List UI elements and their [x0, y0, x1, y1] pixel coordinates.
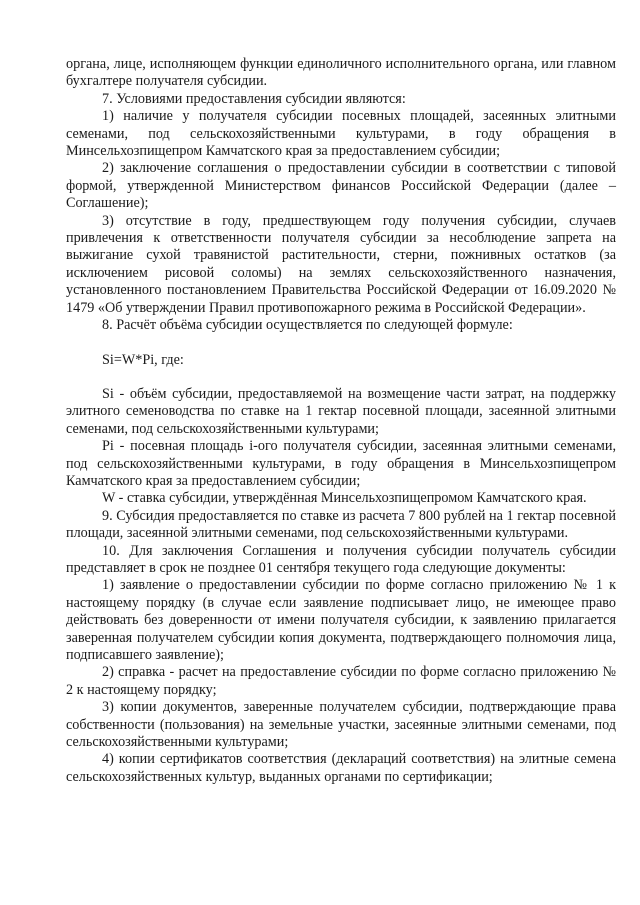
- paragraph-doc-1: 1) заявление о предоставлении субсидии по форме согласно приложению № 1 к настоящему порядку (в случае если заявление подписывает лицо, не имеющее право действовать без доверенности от имени получателя субсидии, к заявлению прилагается заверенная получателем субсидии копия документа, подтверждающего полномочия лица, подписавшего заявление);: [66, 577, 616, 663]
- paragraph-doc-3: 3) копии документов, заверенные получателем субсидии, подтверждающие права собственности (пользования) на земельные участки, засеянные элитными семенами, под сельскохозяйственными культурами;: [66, 699, 616, 751]
- document-body: [66, 56, 616, 786]
- paragraph-clause-10: 10. Для заключения Соглашения и получения субсидии получатель субсидии представляет в срок не позднее 01 сентября текущего года следующие документы:: [66, 542, 616, 576]
- paragraph-def-si: Si - объём субсидии, предоставляемой на возмещение части затрат, на поддержку элитного семеноводства по ставке на 1 гектар посевной площади, засеянной элитными семенами, под сельскохозяйственными культурами;: [66, 385, 616, 437]
- formula: Si=W*Pi, где:: [102, 351, 184, 368]
- paragraph-condition-1: 1) наличие у получателя субсидии посевных площадей, засеянных элитными семенами, под сельскохозяйственными культурами, в году обращения в Минсельхозпищепром Камчатского края за предоставлением субсидии;: [66, 108, 616, 160]
- paragraph-condition-3: 3) отсутствие в году, предшествующем году получения субсидии, случаев привлечения к ответственности получателя субсидии за несоблюдение запрета на выжигание сухой травянистой растительности, стерни, пожнивных остатков (за исключением рисовой соломы) на землях сельскохозяйственного назначения, установленного постановлением Правительства Российской Федерации от 16.09.2020 № 1479 «Об утверждении Правил противопожарного режима в Российской Федерации».: [66, 212, 616, 316]
- paragraph-clause-9: 9. Субсидия предоставляется по ставке из расчета 7 800 рублей на 1 гектар посевной площади, засеянной элитными семенами, под сельскохозяйственными культурами.: [66, 507, 616, 542]
- paragraph-doc-2: 2) справка - расчет на предоставление субсидии по форме согласно приложению № 2 к настоящему порядку;: [66, 664, 616, 698]
- paragraph-clause-7: 7. Условиями предоставления субсидии являются:: [102, 90, 406, 107]
- paragraph-condition-2: 2) заключение соглашения о предоставлении субсидии в соответствии с типовой формой, утвержденной Министерством финансов Российской Федерации (далее – Соглашение);: [66, 160, 616, 212]
- paragraph-def-w: W - ставка субсидии, утверждённая Минсельхозпищепромом Камчатского края.: [102, 490, 587, 507]
- paragraph-def-pi: Pi - посевная площадь i-ого получателя субсидии, засеянная элитными семенами, под сельскохозяйственными культурами, в году обращения в Минсельхозпищепром Камчатского края за предоставлением субсидии;: [66, 438, 616, 489]
- paragraph-doc-4: 4) копии сертификатов соответствия (деклараций соответствия) на элитные семена сельскохозяйственных культур, выданных органами по сертификации;: [66, 751, 616, 785]
- paragraph-clause-8: 8. Расчёт объёма субсидии осуществляется по следующей формуле:: [102, 317, 513, 334]
- paragraph-continuation: органа, лице, исполняющем функции единоличного исполнительного органа, или главном бухгалтере получателя субсидии.: [66, 56, 616, 90]
